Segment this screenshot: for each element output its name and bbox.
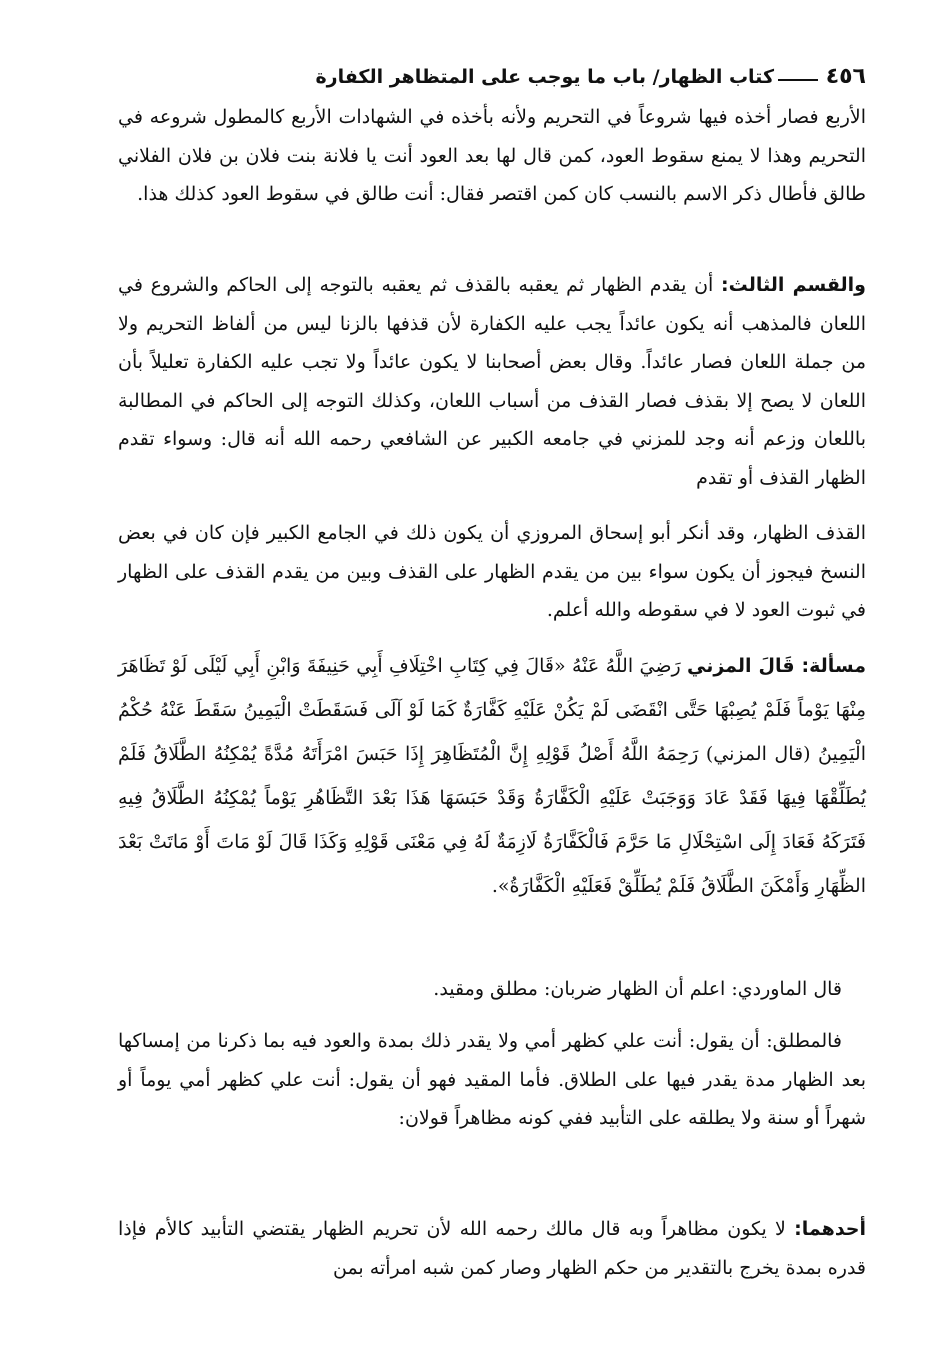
paragraph-1 bbox=[118, 98, 866, 214]
header-rule bbox=[778, 79, 818, 81]
page-number: ٤٥٦ bbox=[825, 64, 866, 89]
paragraph-2-text: أن يقدم الظهار ثم يعقبه بالقذف ثم يعقبه بالتوجه إلى الحاكم والشروع في اللعان فالمذهب أنه يكون عائداً يجب عليه الكفارة لأن قذفها بالزنا ليس من ألفاظ التحريم ولا من جملة اللعان فصار عائداً. وقال بعض أصحابنا لا يكون عائداً ولا تجب عليه الكفارة تعليلاً بأن اللعان لا يصح إلا بقذف فصار القذف من أسباب اللعان، وكذلك التوجه إلى الحاكم في المطالبة باللعان وزعم أنه وجد للمزني في جامعه الكبير عن الشافعي رحمه الله أنه قال: وسواء تقدم الظهار القذف أو تقدم bbox=[118, 274, 866, 489]
paragraph-1-text: الأربع فصار أخذه فيها شروعاً في التحريم ولأنه بأخذه في الشهادات الأربع كالمطول شروعه في التحريم وهذا لا يمنع سقوط العود، كمن قال لها بعد العود أنت يا فلانة بنت فلان بن فلان الفلاني طالق فأطال ذكر الاسم بالنسب كان كمن اقتصر فقال: أنت طالق في سقوط العود كذلك هذا. bbox=[118, 106, 866, 205]
paragraph-7-text: لا يكون مظاهراً وبه قال مالك رحمه الله لأن تحريم الظهار يقتضي التأبيد كالأم فإذا قدره بمدة يخرج بالتقدير من حكم الظهار وصار كمن شبه امرأته بمن bbox=[118, 1218, 866, 1279]
masala-term: مسألة: قَالَ المزني bbox=[687, 655, 866, 677]
section-term: والقسم الثالث: bbox=[721, 274, 866, 296]
running-title: كتاب الظهار/ باب ما يوجب على المتظاهر الكفارة bbox=[315, 66, 774, 88]
paragraph-2 bbox=[118, 266, 866, 497]
paragraph-3 bbox=[118, 514, 866, 630]
paragraph-3-text: القذف الظهار، وقد أنكر أبو إسحاق المروزي أن يكون ذلك في الجامع الكبير فإن كان في بعض النسخ فيجوز أن يكون سواء بين من يقدم الظهار على القذف وبين من يقدم القذف على الظهار في ثبوت العود لا في سقوطه والله أعلم. bbox=[118, 522, 866, 621]
first-opinion-term: أحدهما: bbox=[794, 1218, 866, 1240]
page-header bbox=[118, 62, 866, 102]
paragraph-5 bbox=[118, 970, 866, 1009]
paragraph-5-text: قال الماوردي: اعلم أن الظهار ضربان: مطلق ومقيد. bbox=[433, 978, 842, 1000]
masala-paragraph bbox=[118, 644, 866, 908]
masala-text: رَضِيَ اللَّهُ عَنْهُ «قَالَ فِي كِتَابِ اخْتِلَافِ أَبِي حَنِيفَةَ وَابْنِ أَبِي لَيْلَى لَوْ تَظَاهَرَ مِنْهَا يَوْماً فَلَمْ يُصِبْهَا حَتَّى انْقَضَى لَمْ يَكُنْ عَلَيْهِ كَفَّارَةٌ كَمَا لَوْ آلَى فَسَقَطَتْ الْيَمِينُ سَقَطَ عَنْهُ حُكْمُ الْيَمِينُ (قال المزني) رَحِمَهُ اللَّهُ أَصْلُ قَوْلِهِ إِنَّ الْمُتَظَاهِرَ إِذَا حَبَسَ امْرَأَتَهُ مُدَّةً يُمْكِنُهُ الطَّلَاقُ فَلَمْ يُطَلِّقْهَا فِيهَا فَقَدْ عَادَ وَوَجَبَتْ عَلَيْهِ الْكَفَّارَةُ وَقَدْ حَبَسَهَا هَذَا بَعْدَ التَّظَاهُرِ يَوْماً يُمْكِنُهُ الطَّلَاقُ فِيهِ فَتَرَكَهُ فَعَادَ إِلَى اسْتِحْلَالِ مَا حَرَّمَ فَالْكَفَّارَةُ لَازِمَةٌ لَهُ فِي مَعْنَى قَوْلِهِ وَكَذَا قَالَ لَوْ مَاتَ أَوْ مَاتَتْ بَعْدَ الظِّهَارِ وَأَمْكَنَ الطَّلَاقُ فَلَمْ يُطَلِّقْ فَعَلَيْهِ الْكَفَّارَةُ». bbox=[118, 655, 866, 897]
paragraph-7 bbox=[118, 1210, 866, 1287]
paragraph-6-text: فالمطلق: أن يقول: أنت علي كظهر أمي ولا يقدر ذلك بمدة والعود فيه بما ذكرنا من إمساكها بعد الظهار مدة يقدر فيها على الطلاق. فأما المقيد فهو أن يقول: أنت علي كظهر أمي يوماً أو شهراً أو سنة ولا يطلقه على التأبيد ففي كونه مظاهراً قولان: bbox=[118, 1030, 866, 1129]
paragraph-6 bbox=[118, 1022, 866, 1138]
